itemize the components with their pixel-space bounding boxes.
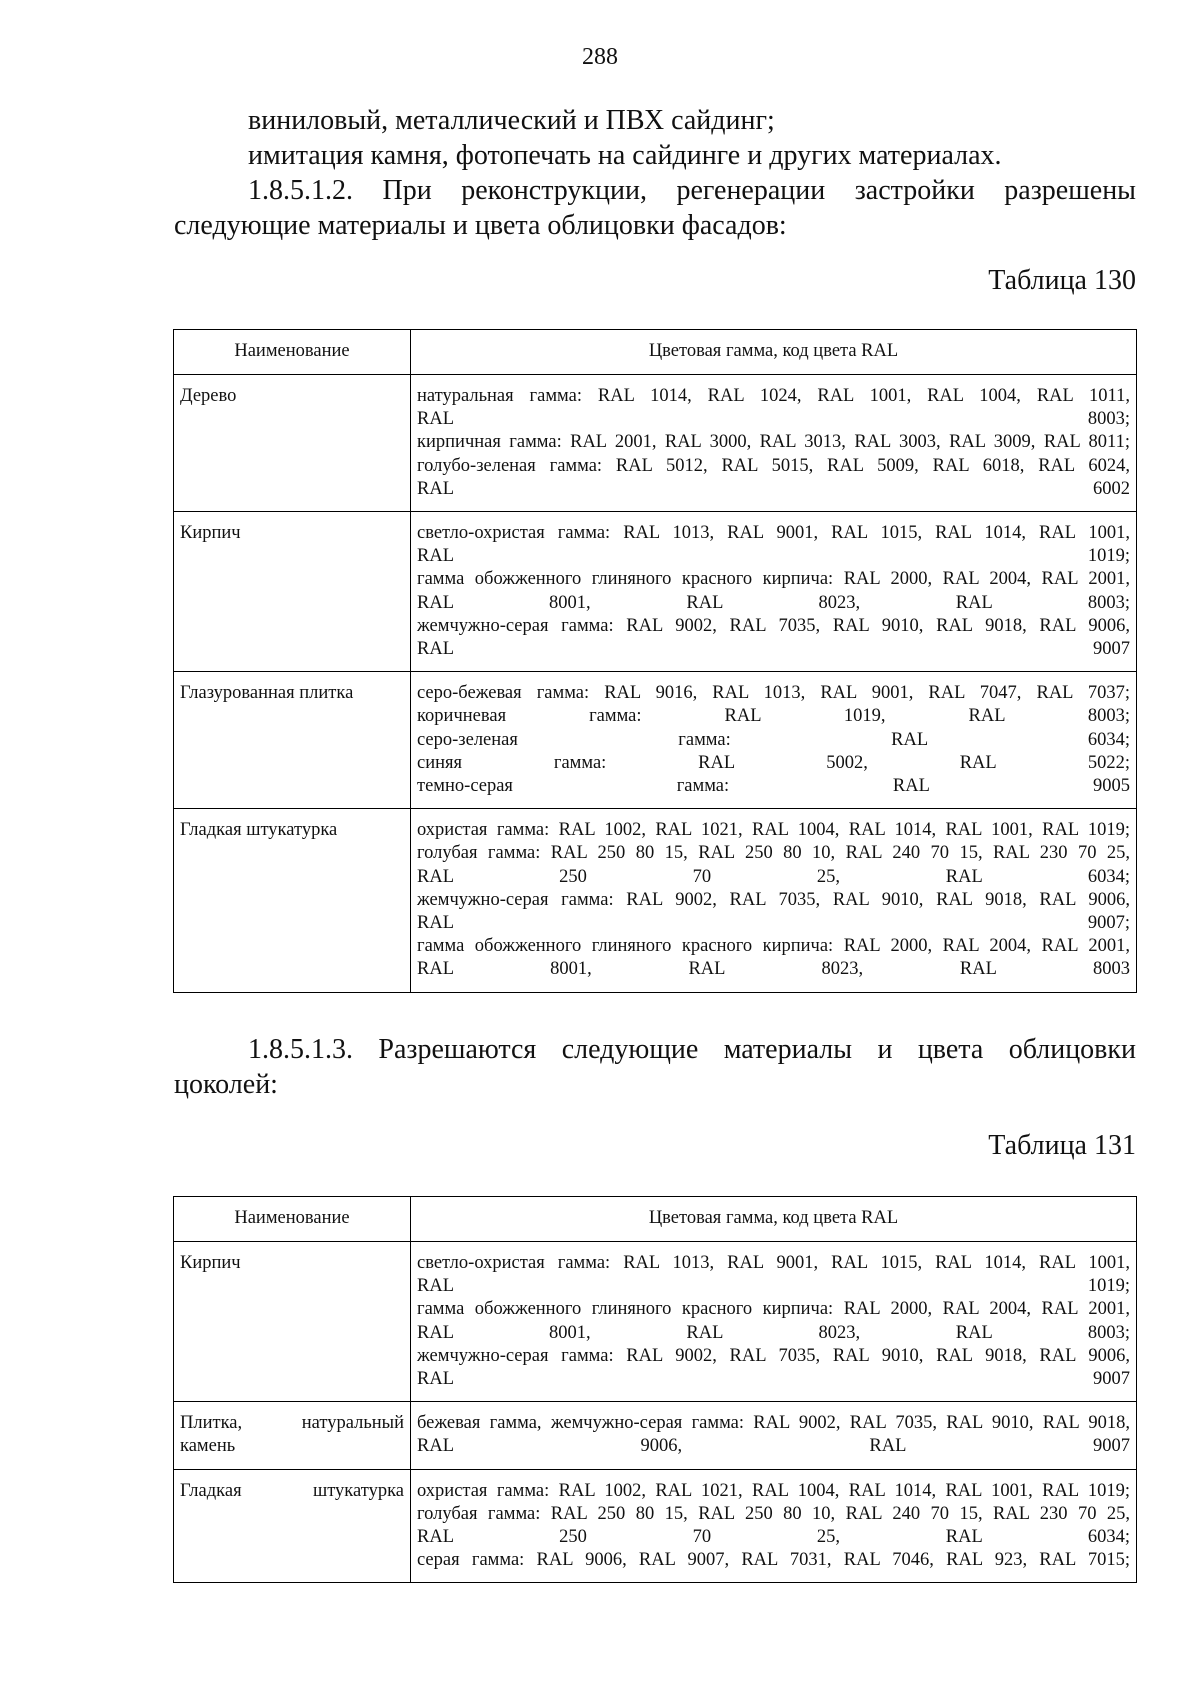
text-line: 1.8.5.1.2. При реконструкции, регенерации застройки разрешены [248, 175, 1136, 206]
cell-line: гамма обожженного глиняного красного кирпича: RAL 2000, RAL 2004, RAL 2001, [417, 1299, 1130, 1320]
cell-line: RAL 9007 [417, 1369, 1130, 1390]
column-header-colors: Цветовая гамма, код цвета RAL [411, 330, 1137, 375]
table-header-row [174, 1197, 1137, 1242]
text-line: имитация камня, фотопечать на сайдинге и других материалах. [248, 140, 1002, 171]
cell-line: коричневая гамма: RAL 1019, RAL 8003; [417, 706, 1130, 727]
column-header-colors: Цветовая гамма, код цвета RAL [411, 1197, 1137, 1242]
cell-color-codes [411, 512, 1137, 672]
cell-line: RAL 8003; [417, 409, 1130, 430]
cell-color-codes [411, 672, 1137, 809]
cell-color-codes [411, 1242, 1137, 1402]
cell-color-codes [411, 1469, 1137, 1583]
cell-material-name: Кирпич [174, 512, 411, 672]
cell-line: темно-серая гамма: RAL 9005 [417, 776, 1130, 797]
cell-line: RAL 9006, RAL 9007 [417, 1436, 1130, 1457]
table-row [174, 809, 1137, 992]
cell-line: гамма обожженного глиняного красного кирпича: RAL 2000, RAL 2004, RAL 2001, [417, 569, 1130, 590]
cell-line: жемчужно-серая гамма: RAL 9002, RAL 7035, RAL 9010, RAL 9018, RAL 9006, [417, 889, 1130, 910]
cell-line: голубо-зеленая гамма: RAL 5012, RAL 5015, RAL 5009, RAL 6018, RAL 6024, [417, 455, 1130, 476]
cell-line: RAL 9007 [417, 639, 1130, 660]
cell-line: Гладкая штукатурка [180, 1480, 404, 1501]
paragraph-block-2 [174, 1032, 1136, 1102]
cell-line: бежевая гамма, жемчужно-серая гамма: RAL 9002, RAL 7035, RAL 9010, RAL 9018, [417, 1413, 1130, 1434]
cell-material-name: Глазурованная плитка [174, 672, 411, 809]
cell-color-codes [411, 809, 1137, 992]
cell-line: RAL 1019; [417, 1276, 1130, 1297]
cell-material-name [174, 1469, 411, 1583]
column-header-name: Наименование [174, 330, 411, 375]
page-number: 288 [582, 44, 618, 70]
cell-line: синяя гамма: RAL 5002, RAL 5022; [417, 752, 1130, 773]
cell-line: жемчужно-серая гамма: RAL 9002, RAL 7035, RAL 9010, RAL 9018, RAL 9006, [417, 615, 1130, 636]
column-header-name: Наименование [174, 1197, 411, 1242]
cell-line: голубая гамма: RAL 250 80 15, RAL 250 80 10, RAL 240 70 15, RAL 230 70 25, [417, 1503, 1130, 1524]
table-row [174, 1242, 1137, 1402]
cell-color-codes [411, 375, 1137, 512]
cell-color-codes [411, 1402, 1137, 1469]
text-line: следующие материалы и цвета облицовки фасадов: [174, 210, 787, 241]
cell-line: RAL 6002 [417, 478, 1130, 499]
table-130-body [174, 375, 1137, 993]
cell-line: RAL 250 70 25, RAL 6034; [417, 1527, 1130, 1548]
table-row [174, 672, 1137, 809]
table-130-caption: Таблица 130 [988, 265, 1136, 296]
cell-line: RAL 8001, RAL 8023, RAL 8003 [417, 959, 1130, 980]
cell-line: RAL 1019; [417, 546, 1130, 567]
cell-line: RAL 9007; [417, 913, 1130, 934]
cell-line: RAL 8001, RAL 8023, RAL 8003; [417, 592, 1130, 613]
cell-line: гамма обожженного глиняного красного кирпича: RAL 2000, RAL 2004, RAL 2001, [417, 936, 1130, 957]
table-row [174, 512, 1137, 672]
cell-material-name [174, 1242, 411, 1402]
table-131-body [174, 1242, 1137, 1583]
cell-line: Плитка, натуральный [180, 1413, 404, 1434]
text-line: цоколей: [174, 1069, 278, 1100]
cell-line: натуральная гамма: RAL 1014, RAL 1024, RAL 1001, RAL 1004, RAL 1011, [417, 386, 1130, 406]
cell-line: Кирпич [180, 1253, 241, 1273]
cell-line: RAL 8001, RAL 8023, RAL 8003; [417, 1322, 1130, 1343]
table-row [174, 1469, 1137, 1583]
cell-line: жемчужно-серая гамма: RAL 9002, RAL 7035, RAL 9010, RAL 9018, RAL 9006, [417, 1345, 1130, 1366]
cell-line: RAL 250 70 25, RAL 6034; [417, 866, 1130, 887]
cell-material-name: Дерево [174, 375, 411, 512]
cell-material-name: Гладкая штукатурка [174, 809, 411, 992]
table-131-caption: Таблица 131 [988, 1130, 1136, 1161]
text-line: виниловый, металлический и ПВХ сайдинг; [248, 105, 775, 136]
table-130 [173, 329, 1137, 993]
cell-line: серо-бежевая гамма: RAL 9016, RAL 1013, RAL 9001, RAL 7047, RAL 7037; [417, 683, 1130, 704]
cell-line: голубая гамма: RAL 250 80 15, RAL 250 80 10, RAL 240 70 15, RAL 230 70 25, [417, 843, 1130, 864]
text-line: 1.8.5.1.3. Разрешаются следующие материалы и цвета облицовки [248, 1034, 1136, 1065]
cell-line: охристая гамма: RAL 1002, RAL 1021, RAL 1004, RAL 1014, RAL 1001, RAL 1019; [417, 1480, 1130, 1501]
cell-material-name [174, 1402, 411, 1469]
table-131 [173, 1196, 1137, 1583]
cell-line: охристая гамма: RAL 1002, RAL 1021, RAL 1004, RAL 1014, RAL 1001, RAL 1019; [417, 820, 1130, 841]
cell-line: светло-охристая гамма: RAL 1013, RAL 9001, RAL 1015, RAL 1014, RAL 1001, [417, 1253, 1130, 1273]
cell-line: серая гамма: RAL 9006, RAL 9007, RAL 7031, RAL 7046, RAL 923, RAL 7015; [417, 1550, 1130, 1571]
table-row [174, 375, 1137, 512]
cell-line: светло-охристая гамма: RAL 1013, RAL 9001, RAL 1015, RAL 1014, RAL 1001, [417, 523, 1130, 544]
table-header-row [174, 330, 1137, 375]
cell-line: кирпичная гамма: RAL 2001, RAL 3000, RAL 3013, RAL 3003, RAL 3009, RAL 8011; [417, 432, 1130, 453]
cell-line: камень [180, 1436, 236, 1457]
cell-line: серо-зеленая гамма: RAL 6034; [417, 729, 1130, 750]
paragraph-block-1 [174, 103, 1136, 243]
table-row [174, 1402, 1137, 1469]
